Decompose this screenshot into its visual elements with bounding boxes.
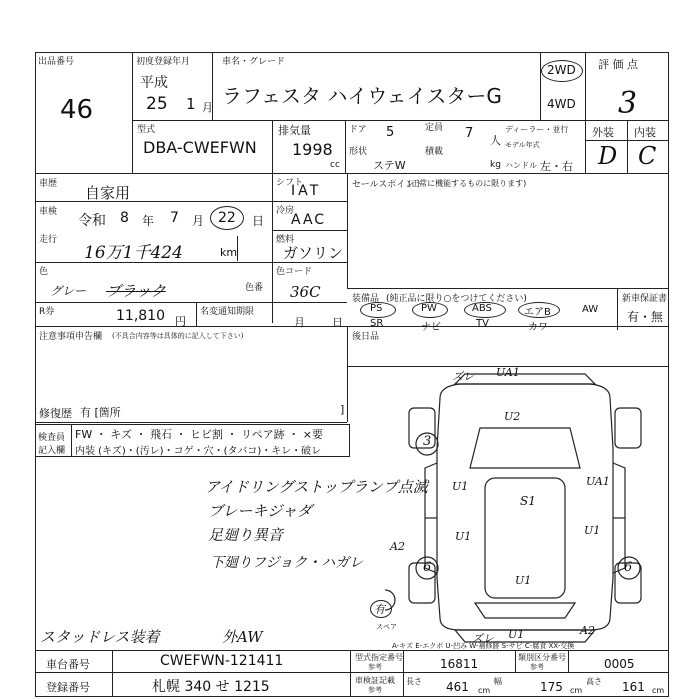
divider	[35, 201, 272, 202]
sales-point-label: セールスポイント	[352, 180, 424, 190]
interior-label: 内装	[634, 126, 656, 139]
shift-value: IAT	[291, 183, 322, 199]
remark-3: 足廻り異音	[208, 526, 284, 544]
equipment-note: (純正品に限り○をつけてください)	[386, 294, 527, 304]
inspector-label-2: 記入欄	[38, 446, 66, 456]
displacement-value: 1998	[292, 140, 333, 159]
mark-left-rear-a: A2	[390, 540, 405, 553]
spec-no-value: 16811	[440, 657, 479, 671]
fuel-label: 燃料	[276, 235, 295, 245]
inspection-day: 22	[218, 210, 236, 226]
seats-label: 定員	[425, 123, 444, 133]
dealer-label: ディーラー・並行	[505, 125, 569, 134]
spec-no-label: 型式指定番号	[355, 653, 403, 662]
displacement-label: 排気量	[278, 124, 311, 137]
mark-left-side: U1	[452, 480, 469, 493]
mileage-unit: km	[220, 246, 238, 259]
ac-value: AAC	[291, 212, 327, 228]
reg-year: 25	[146, 94, 168, 114]
shift-label: シフト	[276, 178, 304, 188]
mark-left-side-2: U1	[455, 530, 472, 543]
exterior-value: D	[598, 142, 618, 170]
recycle-label: R券	[39, 307, 55, 317]
equipment-label: 装備品	[352, 294, 380, 304]
drive-2wd: 2WD	[547, 63, 576, 77]
chassis-value: CWEFWN-121411	[160, 653, 284, 669]
length-unit: cm	[478, 686, 491, 695]
divider	[35, 672, 669, 673]
divider	[272, 173, 273, 323]
equip-aw: AW	[582, 304, 599, 315]
inspector-label-1: 検査員	[38, 433, 66, 443]
divider	[35, 326, 669, 327]
interior-value: C	[638, 142, 657, 170]
divider	[347, 288, 669, 289]
color-code-value: 36C	[290, 283, 321, 301]
divider	[212, 52, 213, 120]
category-sub: 参考	[530, 663, 544, 671]
new-warranty-label: 新車保証書	[622, 294, 668, 304]
model-name: ラフェスタ ハイウェイスターG	[222, 84, 502, 108]
reg-month-unit: 月	[202, 101, 213, 114]
reg-month: 1	[186, 95, 196, 113]
size-sub: 参考	[368, 686, 382, 694]
color-label: 色	[39, 267, 49, 277]
divider	[132, 52, 133, 173]
divider	[272, 201, 347, 202]
door-label: ドア	[349, 125, 367, 135]
mark-right-side-2: U1	[584, 524, 601, 537]
inspection-era: 令和	[78, 213, 106, 229]
divider	[35, 422, 347, 423]
inspector-row-2: 内装 (キズ)・(汚レ)・コゲ・穴・(タバコ)・キレ・破レ	[75, 446, 322, 457]
divider	[272, 230, 347, 231]
mark-rear-hood: U1	[515, 574, 532, 587]
inspection-year: 8	[120, 210, 129, 226]
type-value: DBA-CWEFWN	[143, 138, 257, 157]
divider	[347, 326, 348, 366]
divider	[347, 173, 348, 288]
equip-abs: ABS	[472, 303, 492, 314]
rear-items-label: 後日品	[352, 332, 380, 342]
shape-value: ステW	[373, 159, 406, 172]
reg-date-label: 初度登録年月	[136, 57, 191, 67]
divider	[132, 120, 669, 121]
history-value: 自家用	[85, 184, 131, 202]
spare-label: スペア	[376, 623, 397, 631]
mark-roof: U2	[504, 410, 521, 423]
drive-4wd: 4WD	[547, 97, 576, 111]
category-label: 類別区分番号	[518, 653, 566, 662]
reg-era: 平成	[140, 75, 168, 91]
damage-legend: A-キズ E-エクボ U-凹み W-補修跡 S-サビ C-腐食 XX-交換	[392, 642, 575, 650]
chassis-label: 車台番号	[46, 658, 90, 671]
divider	[568, 650, 569, 672]
inspector-row-1: FW ・ キズ ・ 飛石 ・ ヒビ割 ・ リペア跡 ・ ×要	[75, 428, 323, 441]
mark-bottom-left: ズレ	[472, 632, 494, 645]
divider	[35, 262, 347, 263]
equip-navi: ナビ	[421, 322, 441, 333]
inspection-month: 7	[170, 210, 179, 226]
inspection-month-unit: 月	[192, 214, 205, 228]
reg-no-value: 札幌 340 せ 1215	[152, 679, 270, 695]
repair-value: 有 [箇所	[80, 406, 121, 419]
equip-ps: PS	[370, 303, 383, 314]
length-value: 461	[446, 680, 469, 694]
fuel-value: ガソリン	[283, 244, 344, 262]
divider	[272, 120, 273, 173]
equip-airbag: エアB	[524, 307, 551, 318]
sales-point-note: (正常に機能するものに限ります)	[408, 179, 527, 188]
exterior-label: 外装	[592, 126, 614, 139]
mark-right-rear-wheel: 6	[624, 560, 633, 575]
mark-top-center: UA1	[496, 366, 520, 379]
inspector-box	[35, 424, 350, 457]
car-diagram	[385, 368, 669, 650]
divider	[35, 173, 669, 174]
remark-1: アイドリングストップランプ点滅	[205, 478, 428, 496]
lot-number: 46	[60, 95, 94, 125]
shape-label: 形状	[349, 147, 368, 157]
load-label: 積載	[425, 147, 444, 157]
remark-5: スタッドレス装着	[40, 628, 160, 646]
category-value: 0005	[604, 657, 635, 671]
mark-left-rear-wheel: 6	[423, 560, 432, 575]
mark-center: S1	[520, 494, 536, 508]
grade-value: 3	[618, 86, 638, 121]
divider	[35, 302, 347, 303]
inspection-label: 車検	[39, 207, 58, 217]
divider	[237, 236, 238, 261]
equip-pw: PW	[421, 303, 437, 314]
mileage-value: 16万1千424	[84, 243, 183, 263]
mark-top-left: ズレ	[452, 370, 474, 383]
mark-left-front: 3	[423, 434, 432, 449]
displacement-unit: cc	[330, 160, 340, 170]
notice-month: 月	[294, 316, 305, 329]
color-value: グレー	[50, 284, 87, 298]
height-value: 161	[622, 680, 645, 694]
equip-tv: TV	[476, 318, 489, 329]
height-label: 高さ	[586, 677, 602, 686]
divider	[585, 52, 586, 173]
divider	[627, 120, 628, 173]
width-label: 幅	[494, 677, 502, 686]
handle-label: ハンドル	[505, 161, 537, 170]
grade-label: 評 価 点	[598, 58, 638, 71]
length-label: 長さ	[406, 677, 422, 686]
color-no-label: 色番	[245, 283, 264, 293]
divider	[403, 650, 404, 697]
inspection-year-unit: 年	[142, 214, 155, 228]
color-struck: ブラック	[106, 282, 166, 300]
divider	[347, 366, 348, 422]
repair-close: ]	[340, 403, 345, 416]
type-label: 型式	[137, 125, 156, 135]
mark-right-side: UA1	[586, 475, 610, 488]
recycle-unit: 円	[175, 315, 186, 328]
width-value: 175	[540, 680, 563, 694]
divider	[540, 52, 541, 120]
remark-2: ブレーキジャダ	[208, 502, 312, 520]
remark-6: 外AW	[222, 628, 263, 646]
notice-label: 名変通知期限	[200, 307, 255, 317]
mark-bottom-center: U1	[508, 628, 525, 641]
height-unit: cm	[652, 686, 665, 695]
model-year-label: モデル年式	[505, 141, 540, 149]
door-value: 5	[386, 125, 395, 140]
color-code-label: 色コード	[276, 267, 313, 277]
equip-leather: カワ	[528, 322, 548, 333]
handle-value: 左・右	[540, 160, 573, 173]
inspection-day-unit: 日	[252, 214, 265, 228]
recycle-value: 11,810	[116, 308, 165, 324]
remark-4: 下廻りフジョク・ハガレ	[210, 555, 364, 571]
size-label: 車検証記載	[355, 676, 395, 685]
equip-sr: SR	[370, 318, 384, 329]
mark-bottom-right: A2	[580, 624, 595, 637]
repair-label: 修復歴	[39, 407, 72, 420]
divider	[350, 650, 351, 697]
divider	[345, 120, 346, 173]
notice-day: 日	[332, 316, 343, 329]
lot-label: 出品番号	[38, 57, 75, 67]
divider	[515, 650, 516, 672]
mileage-label: 走行	[39, 235, 58, 245]
seats-unit: 人	[490, 134, 501, 147]
new-warranty-value: 有・無	[627, 310, 664, 324]
divider	[196, 302, 197, 326]
reg-no-label: 登録番号	[46, 681, 90, 694]
model-label: 車名・グレード	[222, 57, 286, 67]
spec-no-sub: 参考	[368, 663, 382, 671]
seats-value: 7	[465, 126, 474, 141]
history-label: 車歴	[39, 179, 58, 189]
width-unit: cm	[570, 686, 583, 695]
notes-label: 注意事項申告欄	[39, 332, 103, 342]
divider	[35, 650, 669, 651]
ac-label: 冷房	[276, 206, 295, 216]
divider	[617, 288, 618, 330]
notes-sub-label: (不具合内容等は具体的に記入して下さい)	[112, 332, 244, 340]
mark-spare: 有	[374, 603, 385, 616]
divider	[112, 650, 113, 697]
load-unit: kg	[490, 160, 501, 170]
